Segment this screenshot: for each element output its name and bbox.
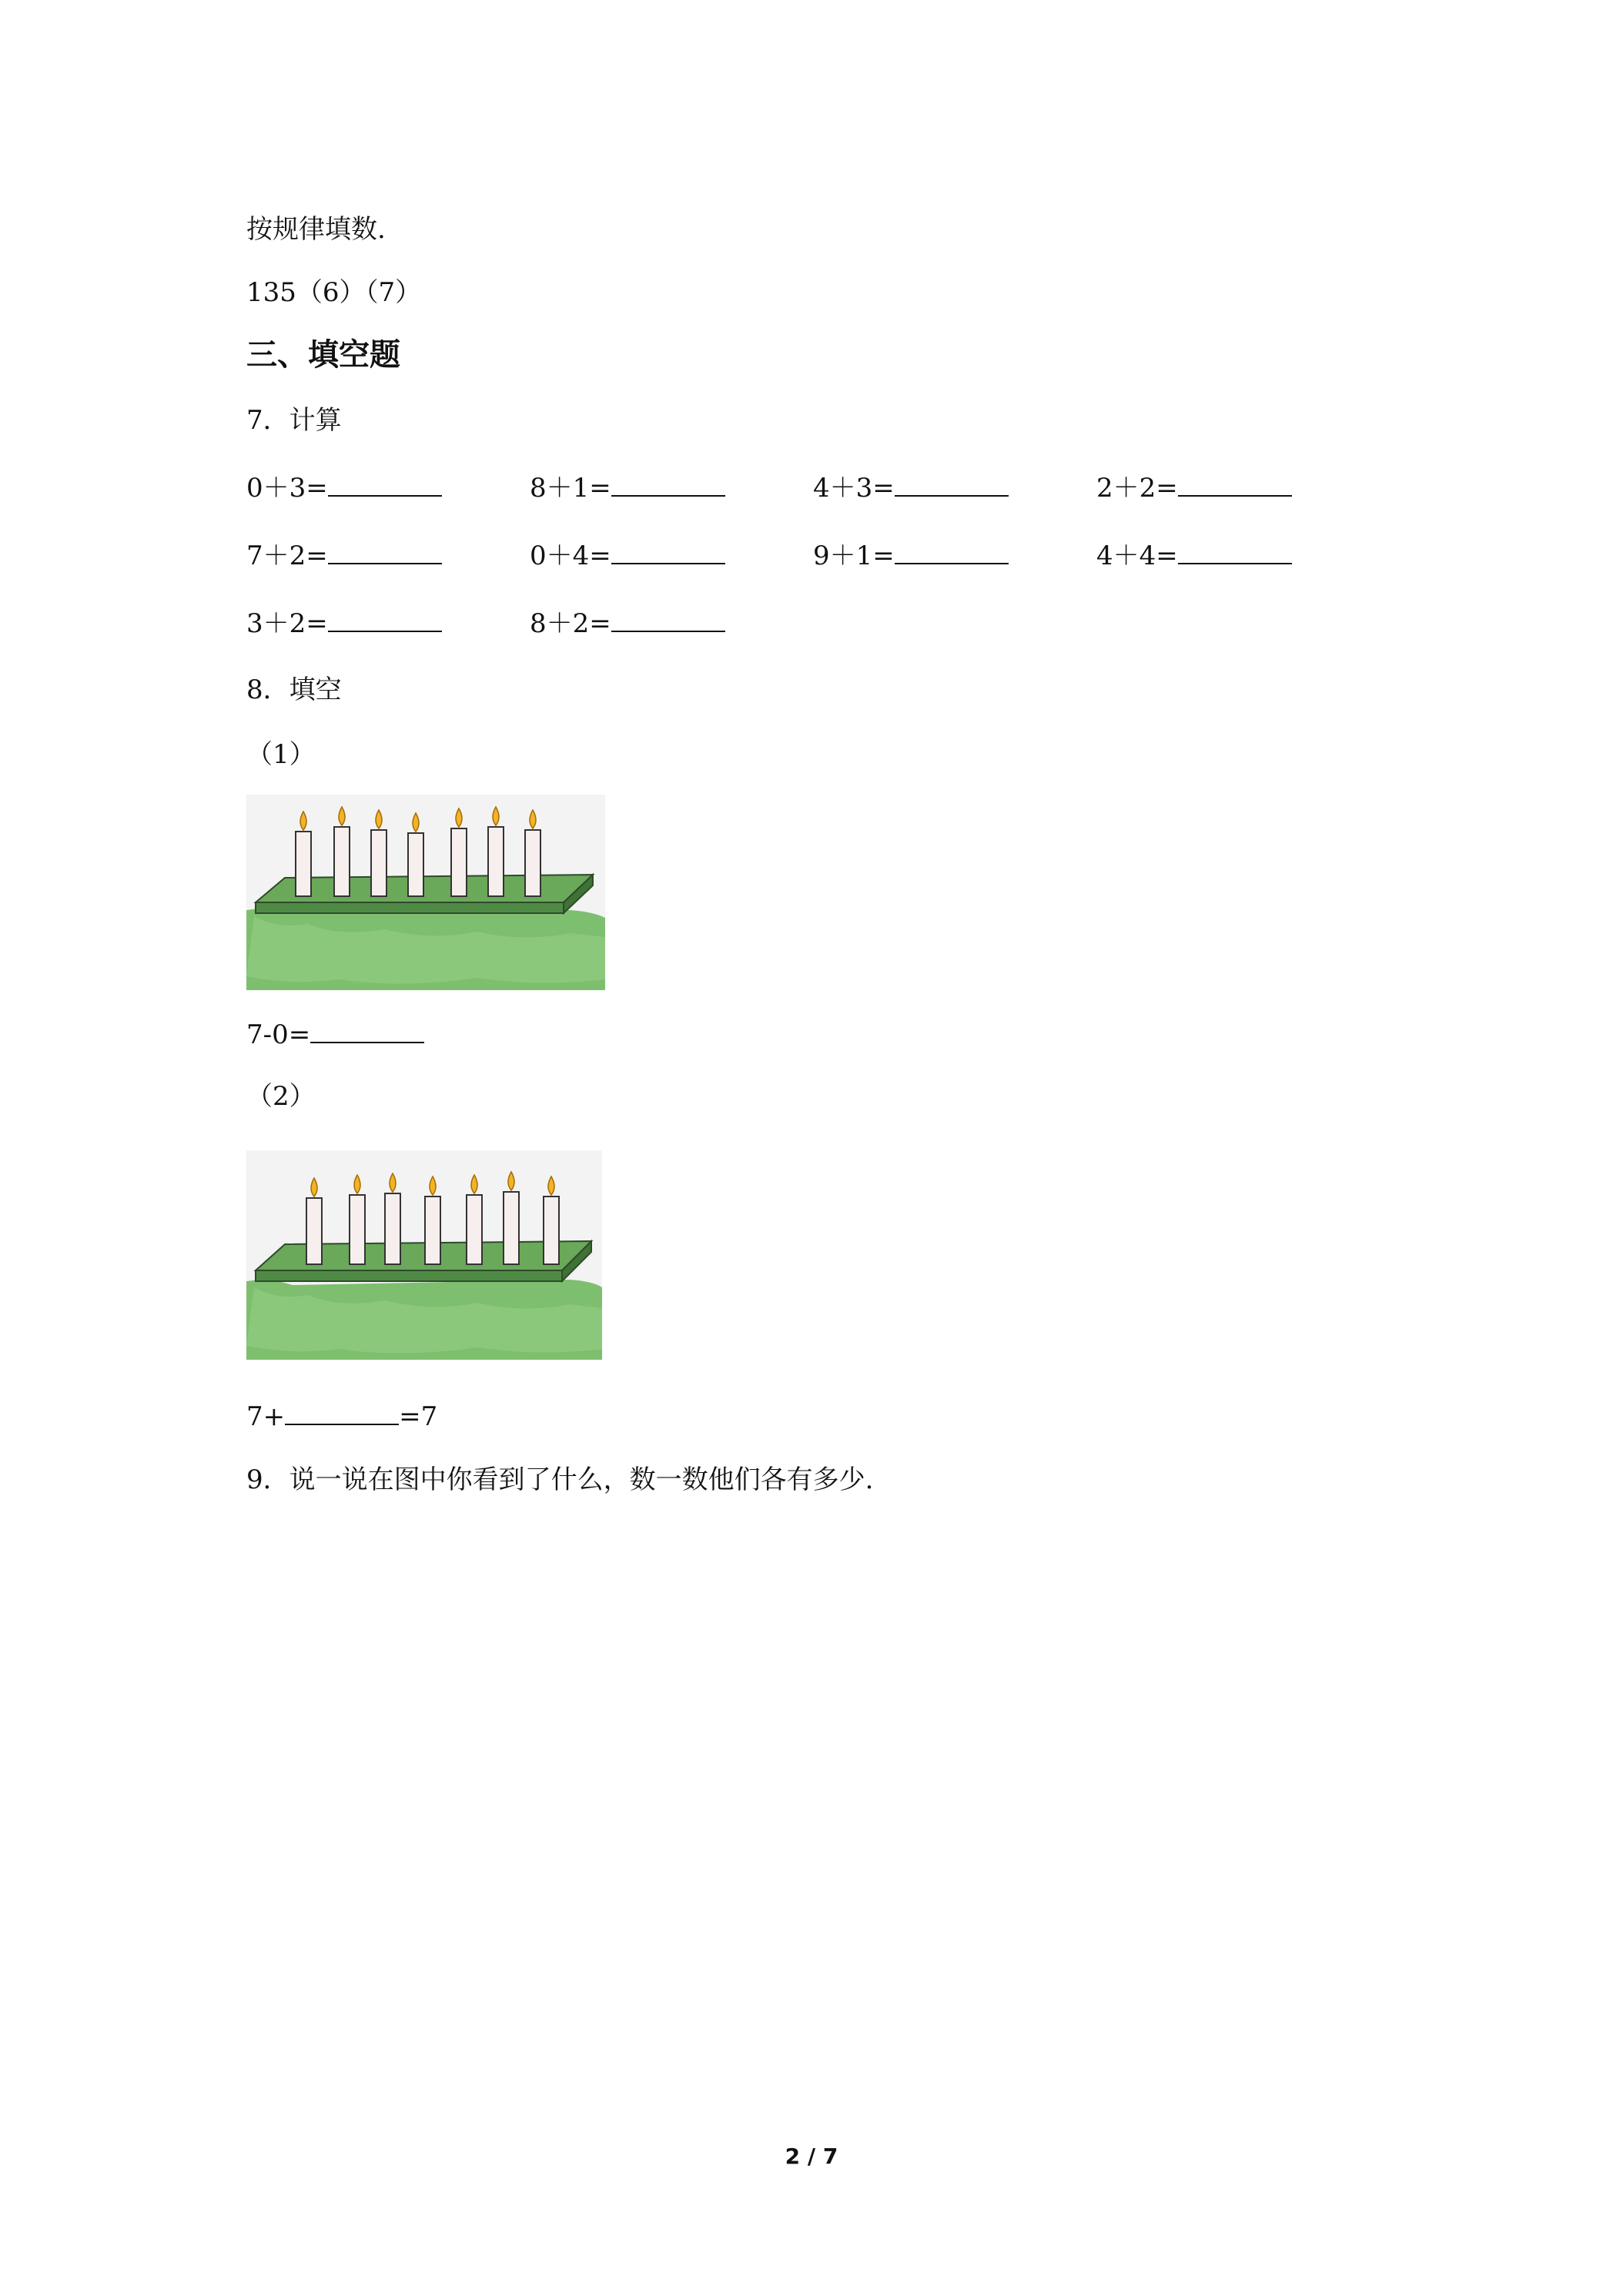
number-sequence: 135（6）（7）: [246, 277, 422, 308]
calc-item-2: 8＋1=: [530, 471, 725, 505]
part-2-equation: 7+ =7: [246, 1401, 438, 1432]
candles-figure-2: [246, 1150, 602, 1360]
part-1-equation: 7-0=: [246, 1018, 424, 1052]
calc-item-7: 9＋1=: [813, 539, 1009, 573]
answer-blank[interactable]: [310, 1019, 424, 1043]
part-1-label: （1）: [246, 739, 316, 770]
answer-blank[interactable]: [895, 540, 1009, 564]
answer-blank[interactable]: [285, 1401, 399, 1425]
calc-item-10: 8＋2=: [530, 607, 725, 641]
shelf-front: [256, 902, 564, 913]
answer-blank[interactable]: [611, 472, 725, 497]
answer-blank[interactable]: [328, 472, 442, 497]
answer-blank[interactable]: [611, 607, 725, 632]
page-number: 2 / 7: [785, 2144, 838, 2169]
answer-blank[interactable]: [895, 472, 1009, 497]
answer-blank[interactable]: [1178, 472, 1292, 497]
candles-illustration: [246, 1150, 602, 1360]
calc-item-6: 0＋4=: [530, 539, 725, 573]
calc-item-9: 3＋2=: [246, 607, 442, 641]
question-8-label: 8．填空: [246, 674, 342, 705]
shelf-front: [256, 1270, 562, 1281]
calc-item-4: 2＋2=: [1096, 471, 1292, 505]
calc-item-3: 4＋3=: [813, 471, 1009, 505]
question-7-label: 7．计算: [246, 405, 342, 436]
answer-blank[interactable]: [1178, 540, 1292, 564]
part-2-label: （2）: [246, 1081, 316, 1112]
candles-illustration: [246, 795, 605, 990]
candles-figure-1: [246, 795, 605, 990]
pattern-instruction: 按规律填数.: [246, 214, 386, 245]
calc-item-5: 7＋2=: [246, 539, 442, 573]
calc-item-8: 4＋4=: [1096, 539, 1292, 573]
calc-item-1: 0＋3=: [246, 471, 442, 505]
answer-blank[interactable]: [611, 540, 725, 564]
answer-blank[interactable]: [328, 540, 442, 564]
answer-blank[interactable]: [328, 607, 442, 632]
section-title: 三、填空题: [246, 337, 400, 373]
question-9-label: 9．说一说在图中你看到了什么，数一数他们各有多少.: [246, 1464, 874, 1495]
